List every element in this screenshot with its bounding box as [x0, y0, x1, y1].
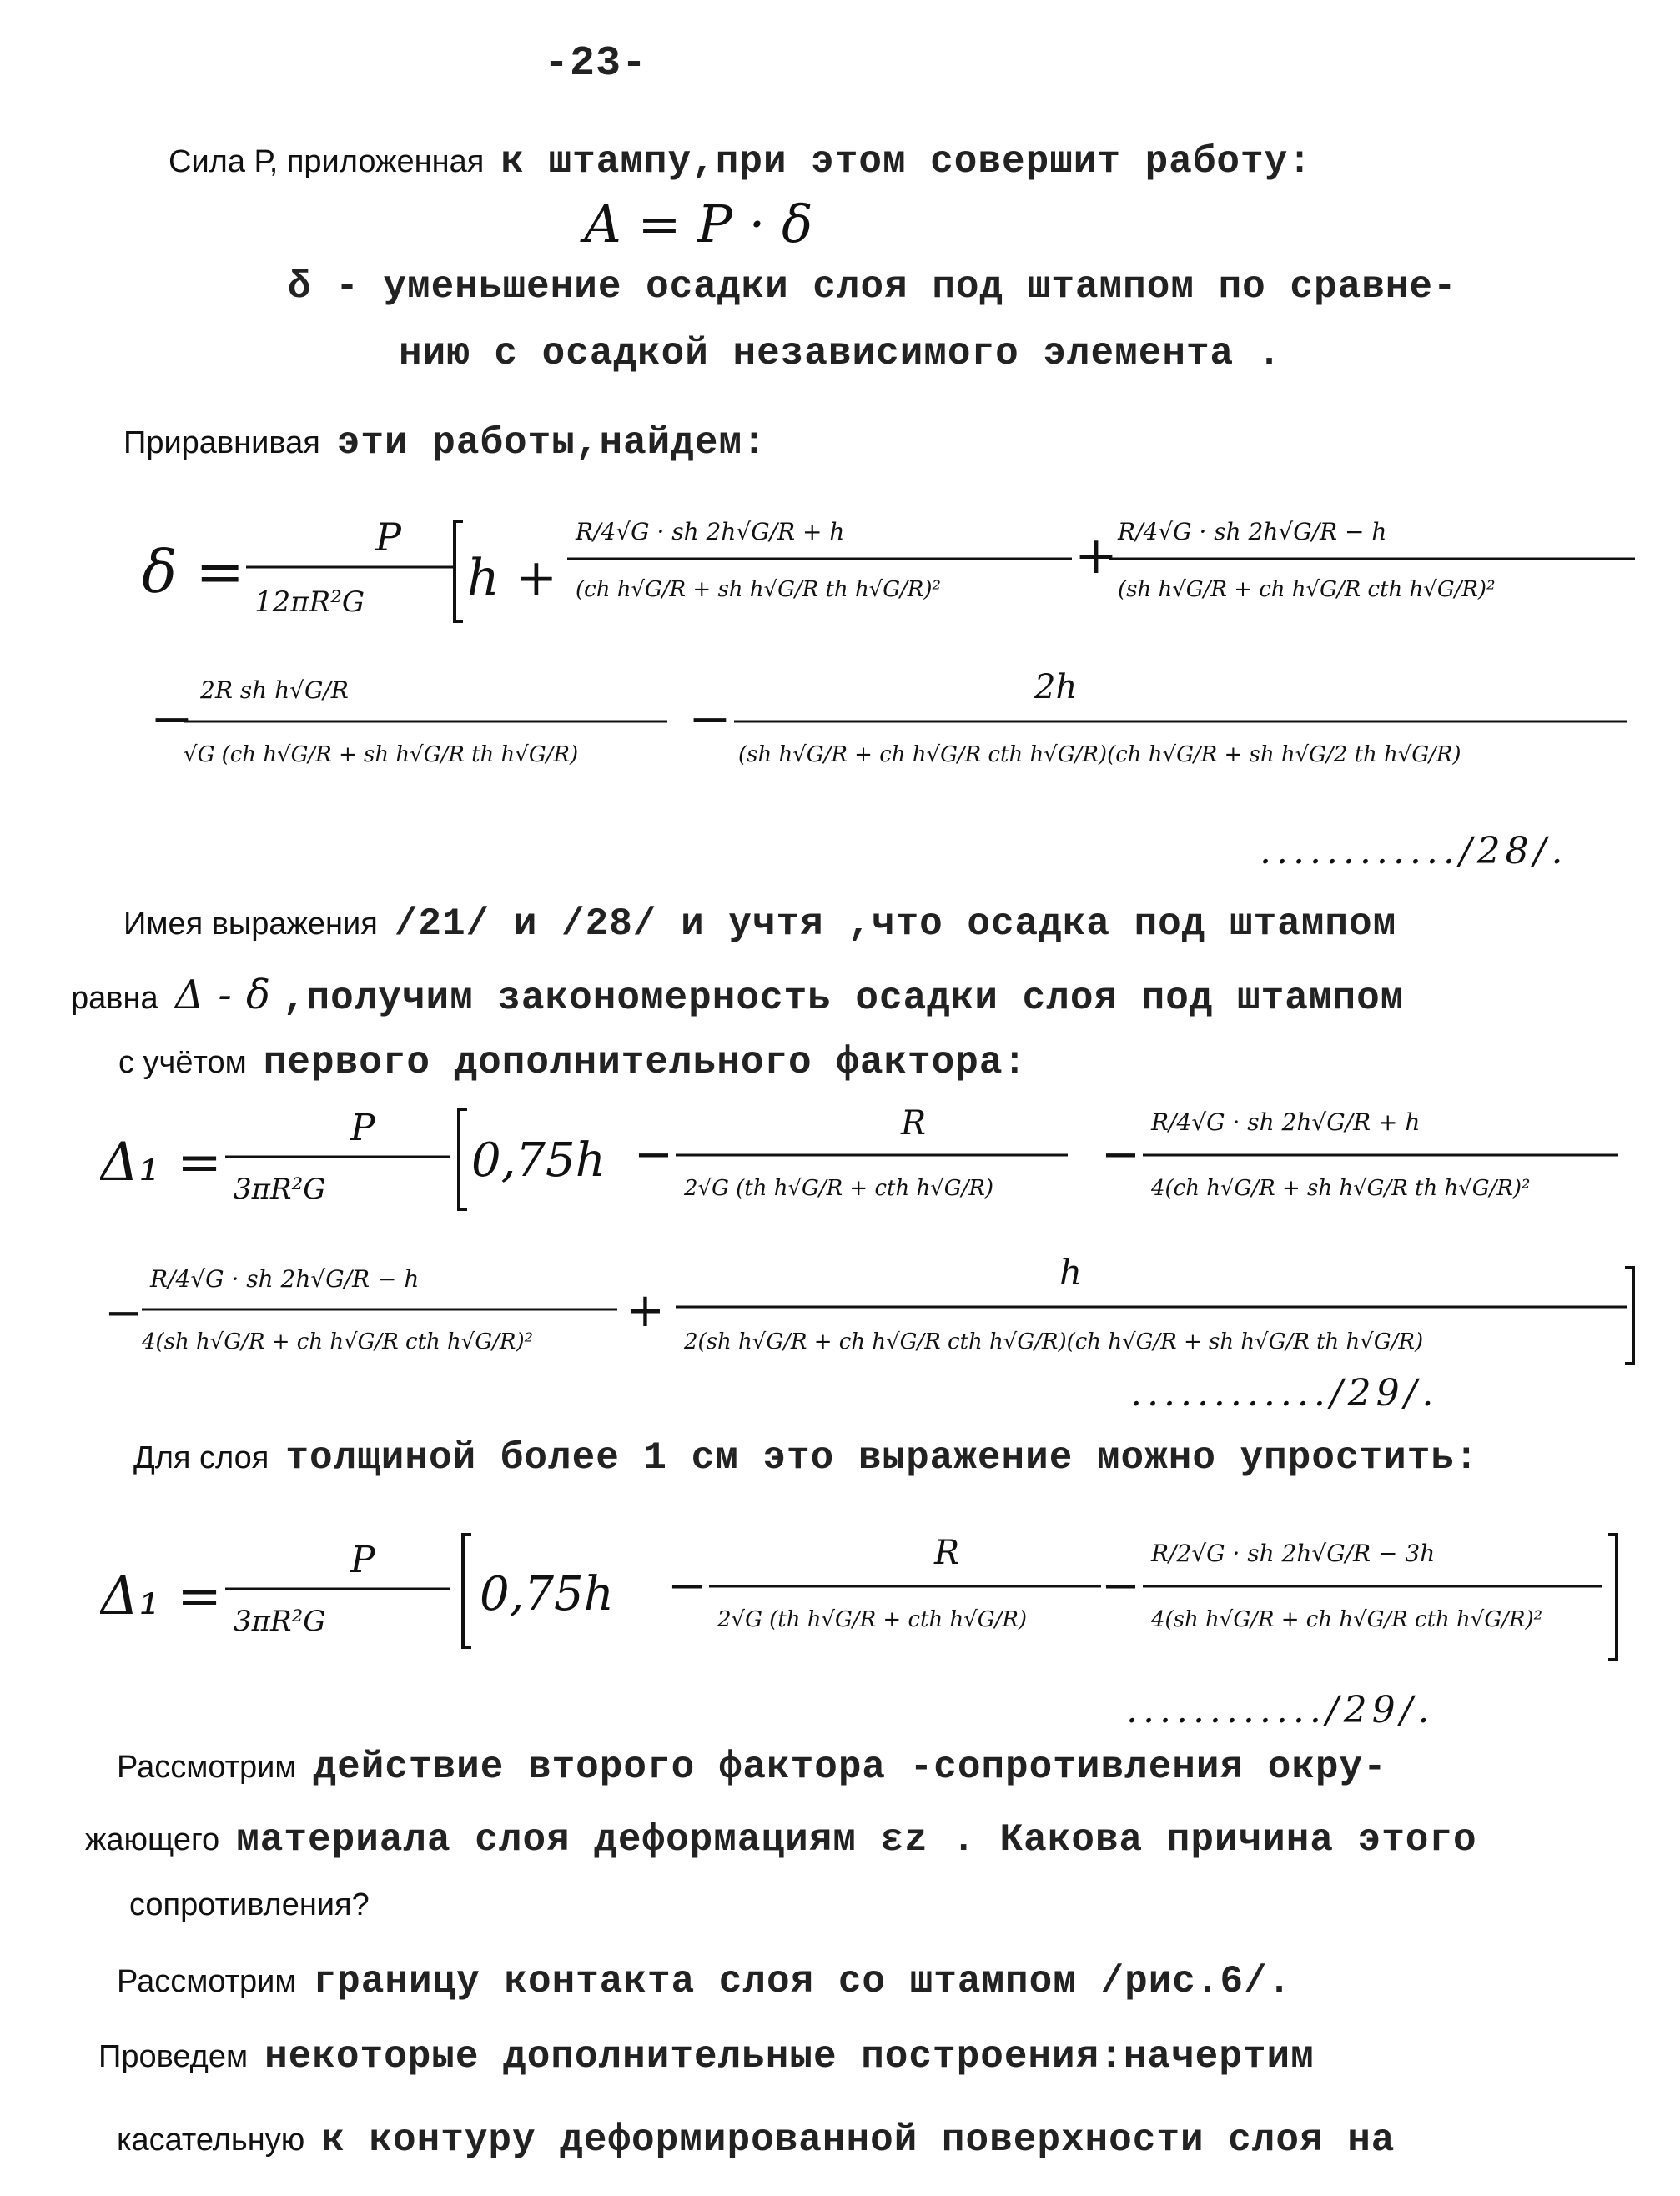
paragraph-text: к штампу,при этом совершит работу: [500, 140, 1312, 183]
equation-28-ref: ............/28/. [1260, 830, 1568, 872]
eq29a-t4-den: 4(sh h√G/R + ch h√G/R cth h√G/R)² [142, 1329, 534, 1354]
paragraph-work [169, 140, 1312, 183]
eq29a-t5-num: h [1059, 1252, 1083, 1293]
svg-text:+: + [1074, 525, 1118, 585]
eq28-coef-num: P [375, 515, 401, 560]
work-formula: A = P · δ [584, 193, 813, 254]
eq28-b1-num: R/4√G · sh 2h√G/R + h [576, 518, 845, 545]
eq28-b4-den: (sh h√G/R + ch h√G/R cth h√G/R)(ch h√G/R + sh h√G/2 th h√G/R) [738, 742, 1461, 767]
eq29b-t3-num: R/2√G · sh 2h√G/R − 3h [1151, 1540, 1436, 1567]
eq28-coef-den: 12πR²G [254, 585, 365, 619]
svg-text:+: + [626, 1284, 665, 1338]
paragraph-lead: сопротивления? [129, 1887, 370, 1922]
eq28-b2-den: (sh h√G/R + ch h√G/R cth h√G/R)² [1118, 577, 1496, 602]
paragraph-text: материала слоя деформациям εz . Какова причина этого [236, 1818, 1477, 1862]
paragraph-contact [117, 1960, 1291, 2003]
eq28-b3-den: √G (ch h√G/R + sh h√G/R th h√G/R) [184, 742, 579, 767]
paragraph-construction [98, 2035, 1315, 2078]
eq28-b4-num: 2h [1034, 668, 1078, 706]
paragraph-settlement-3 [118, 1041, 1027, 1084]
paragraph-text: /21/ и /28/ и учтя ,что осадка под штампом [394, 902, 1397, 946]
paragraph-second-factor-2 [85, 1818, 1477, 1862]
paragraph-text: некоторые дополнительные построения:начертим [264, 2035, 1315, 2078]
paragraph-text: ,получим закономерность осадки слоя под штампом [282, 977, 1405, 1020]
eq28-b3-num: 2R sh h√G/R [200, 676, 349, 704]
paragraph-lead: с учётом [118, 1045, 247, 1080]
definition-line-1: δ - уменьшение осадки слоя под штампом по сравне- [288, 265, 1457, 309]
eq29a-t3-den: 4(ch h√G/R + sh h√G/R th h√G/R)² [1151, 1176, 1531, 1201]
svg-text:−: − [104, 1286, 143, 1340]
paragraph-lead: Рассмотрим [117, 1750, 297, 1785]
delta-minus-delta: Δ - δ [174, 972, 271, 1018]
eq28-b1-den: (ch h√G/R + sh h√G/R th h√G/R)² [576, 577, 941, 602]
paragraph-second-factor-1 [117, 1746, 1387, 1789]
eq29a-t2-num: R [901, 1104, 927, 1143]
svg-text:−: − [667, 1559, 707, 1613]
paragraph-lead: Рассмотрим [117, 1964, 297, 1999]
paragraph-text: первого дополнительного фактора: [263, 1041, 1028, 1084]
eq29b-lhs: Δ₁ = [100, 1565, 222, 1627]
eq29a-coef-num: P [350, 1107, 375, 1149]
equation-29-simplified [100, 1518, 1627, 1697]
equation-28 [133, 471, 1652, 867]
page-number: -23- [544, 40, 648, 88]
paragraph-tangent [117, 2118, 1395, 2162]
eq29b-t2-num: R [934, 1534, 960, 1572]
paragraph-text: эти работы,найдем: [336, 421, 767, 465]
definition-line-2: нию с осадкой независимого элемента . [399, 332, 1282, 375]
paragraph-text: к контуру деформированной поверхности слоя на [321, 2118, 1396, 2162]
svg-text:−: − [1101, 1559, 1140, 1613]
equation-29-full-ref: ............/29/. [1130, 1372, 1439, 1415]
eq29b-coef-num: P [350, 1539, 375, 1581]
paragraph-lead: Проведем [98, 2039, 249, 2074]
paragraph-second-factor-3 [129, 1883, 386, 1927]
eq29a-t3-num: R/4√G · sh 2h√G/R + h [1151, 1108, 1421, 1136]
svg-text:−: − [688, 688, 732, 749]
paragraph-settlement-1 [123, 902, 1396, 946]
svg-text:−: − [634, 1128, 673, 1182]
paragraph-simplify [133, 1436, 1479, 1480]
eq28-b2-num: R/4√G · sh 2h√G/R − h [1118, 518, 1387, 545]
paragraph-lead: Сила Р, приложенная [169, 144, 485, 179]
eq29a-t5-den: 2(sh h√G/R + ch h√G/R cth h√G/R)(ch h√G/R + sh h√G/R th h√G/R) [684, 1329, 1424, 1354]
equation-29-full [100, 1088, 1635, 1418]
paragraph-lead: Имея выражения [123, 907, 378, 942]
eq29b-t2-den: 2√G (th h√G/R + cth h√G/R) [717, 1607, 1028, 1632]
eq29b-t3-den: 4(sh h√G/R + ch h√G/R cth h√G/R)² [1151, 1607, 1543, 1632]
eq29b-t1: 0,75h [480, 1567, 614, 1621]
paragraph-text: действие второго фактора -сопротивления окру- [313, 1746, 1387, 1789]
svg-text:−: − [1101, 1128, 1140, 1182]
eq29a-coef-den: 3πR²G [234, 1173, 326, 1206]
eq29a-lhs: Δ₁ = [100, 1132, 222, 1193]
paragraph-text: границу контакта слоя со штампом /рис.6/. [313, 1960, 1292, 2003]
paragraph-lead: касательную [117, 2123, 305, 2158]
eq29b-coef-den: 3πR²G [234, 1605, 326, 1638]
paragraph-lead: равна [71, 981, 158, 1016]
svg-text:h +: h + [467, 549, 557, 607]
eq29a-t2-den: 2√G (th h√G/R + cth h√G/R) [684, 1176, 994, 1201]
paragraph-lead: Для слоя [133, 1440, 269, 1475]
eq28-lhs: δ = [142, 538, 245, 606]
paragraph-equate [123, 421, 767, 465]
paragraph-lead: жающего [85, 1822, 220, 1857]
equation-29-simplified-ref: ............/29/. [1126, 1689, 1435, 1731]
svg-text:−: − [150, 688, 194, 749]
paragraph-lead: Приравнивая [123, 425, 320, 460]
eq29a-t4-num: R/4√G · sh 2h√G/R − h [150, 1265, 420, 1293]
paragraph-settlement-2 [71, 972, 1404, 1020]
eq29a-t1: 0,75h [471, 1133, 606, 1188]
paragraph-text: толщиной более 1 см это выражение можно упростить: [285, 1436, 1479, 1480]
